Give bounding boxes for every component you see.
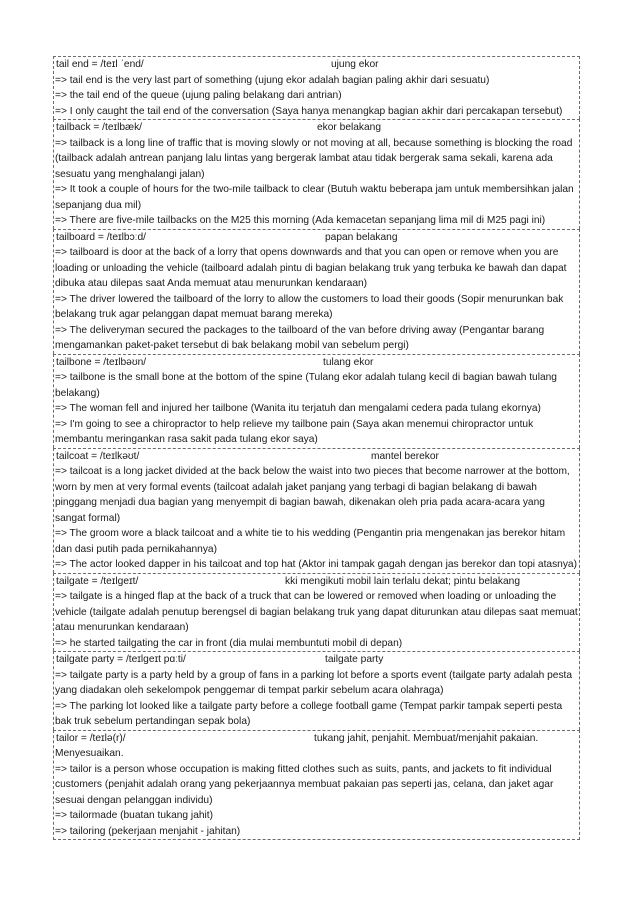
entry-header bbox=[55, 355, 578, 371]
entry-meaning: ujung ekor bbox=[331, 59, 379, 70]
entry-meaning: kki mengikuti mobil lain terlalu dekat; pintu belakang bbox=[285, 575, 521, 587]
entry-tailbone bbox=[53, 354, 580, 448]
entry-term: tailback = /teɪlbæk/ bbox=[56, 122, 143, 133]
entry-line: => The woman fell and injured her tailbone (Wanita itu terjatuh dan mengalami cedera pada tulang ekornya) bbox=[55, 403, 541, 414]
glossary-list bbox=[53, 56, 580, 840]
entry-line: => tailcoat is a long jacket divided at the back below the waist into two pieces that become narrower at the bottom, worn by men at very formal events (tailcoat adalah jaket panjang yang terbagi di bagian belakang di bawah pinggang menjadi dua bagian yang menyempit di bagian bawah, dikenakan oleh pria pada acara-acara yang sangat formal) bbox=[55, 466, 570, 524]
entry-term: tailgate party = /teɪlgeɪt pɑːti/ bbox=[56, 654, 186, 665]
entry-line: => tailboard is door at the back of a lorry that opens downwards and that you can open or remove when you are loading or unloading the vehicle (tailboard adalah pintu di bagian belakang truk yang terbuka ke bawah dan dapat dibuka atau dilepas saat Anda memuat atau menurunkan kendaraan) bbox=[55, 247, 567, 289]
entry-line: => tailoring (pekerjaan menjahit - jahitan) bbox=[55, 825, 241, 837]
entry-tailor bbox=[53, 730, 580, 841]
entry-term: tailgate = /teɪlgeɪt/ bbox=[56, 575, 139, 587]
entry-tailboard bbox=[53, 229, 580, 354]
entry-line: => The parking lot looked like a tailgate party before a college football game (Tempat parkir tampak seperti pesta bak truk sebelum pertandingan sepak bola) bbox=[55, 700, 563, 727]
entry-tailback bbox=[53, 119, 580, 229]
entry-line: => tailbone is the small bone at the bottom of the spine (Tulang ekor adalah tulang kecil di bagian bawah tulang belakang) bbox=[55, 372, 557, 399]
entry-tailgate bbox=[53, 573, 580, 652]
entry-tailgate-party bbox=[53, 651, 580, 730]
entry-header bbox=[55, 57, 578, 73]
entry-meaning: tulang ekor bbox=[323, 356, 374, 368]
entry-line: => tail end is the very last part of something (ujung ekor adalah bagian paling akhir dari sesuatu) bbox=[55, 74, 490, 86]
entry-line: => tailor is a person whose occupation is making fitted clothes such as suits, pants, and jackets to fit individual customers (penjahit adalah orang yang pekerjaannya membuat pakaian pas seperti jas, celana, dan jaket agar sesuai dengan pelanggan individu) bbox=[55, 763, 554, 806]
entry-header bbox=[55, 120, 578, 136]
entry-line: => The deliveryman secured the packages to the tailboard of the van before driving away (Pengantar barang mengamankan paket-paket tersebut di bak belakang mobil van sebelum pergi) bbox=[55, 324, 545, 351]
entry-line: => I only caught the tail end of the conversation (Saya hanya menangkap bagian akhir dari percakapan tersebut) bbox=[55, 105, 563, 117]
entry-line: => the tail end of the queue (ujung paling belakang dari antrian) bbox=[55, 90, 342, 101]
entry-term: tailcoat = /teɪlkəʊt/ bbox=[56, 450, 140, 462]
entry-term: tailbone = /teɪlbəʊn/ bbox=[56, 356, 147, 368]
entry-meaning: papan belakang bbox=[325, 231, 398, 243]
entry-meaning: ekor belakang bbox=[317, 122, 382, 133]
entry-line: => There are five-mile tailbacks on the M25 this morning (Ada kemacetan sepanjang lima mil di M25 pagi ini) bbox=[55, 215, 546, 226]
entry-meaning: tukang jahit, penjahit. Membuat/menjahit pakaian. Menyesuaikan. bbox=[55, 732, 539, 759]
entry-meaning: tailgate party bbox=[325, 654, 384, 665]
entry-line: => The driver lowered the tailboard of the lorry to allow the customers to load their goods (Sopir menurunkan bak belakang truk agar pelanggan dapat memuat barang mereka) bbox=[55, 293, 564, 320]
entry-term: tail end = /teɪl ˈend/ bbox=[56, 59, 144, 70]
entry-line: => The groom wore a black tailcoat and a white tie to his wedding (Pengantin pria mengenakan jas berekor hitam dan dasi putih pada pernikahannya) bbox=[55, 528, 566, 555]
entry-term: tailboard = /teɪlbɔːd/ bbox=[56, 231, 146, 243]
entry-header bbox=[55, 449, 578, 465]
entry-header bbox=[55, 230, 578, 246]
entry-line: => The actor looked dapper in his tailcoat and top hat (Aktor ini tampak gagah dengan jas berekor dan topi atasnya) bbox=[55, 559, 577, 570]
entry-header bbox=[55, 574, 578, 590]
entry-meaning: mantel berekor bbox=[371, 450, 439, 462]
entry-tail-end bbox=[53, 56, 580, 119]
entry-header bbox=[55, 731, 578, 762]
entry-line: => tailgate party is a party held by a group of fans in a parking lot before a sports event (tailgate party adalah pesta yang diadakan oleh sekelompok penggemar di tempat parkir sebelum acara olahraga) bbox=[55, 669, 573, 696]
entry-line: => It took a couple of hours for the two-mile tailback to clear (Butuh waktu beberapa jam untuk membersihkan jalan sepanjang dua mil) bbox=[55, 184, 574, 211]
entry-line: => he started tailgating the car in front (dia mulai membuntuti mobil di depan) bbox=[55, 637, 403, 649]
entry-term: tailor = /teɪlə(r)/ bbox=[56, 732, 126, 744]
entry-header bbox=[55, 652, 578, 668]
entry-tailcoat bbox=[53, 448, 580, 573]
entry-line: => tailormade (buatan tukang jahit) bbox=[55, 810, 214, 821]
entry-line: => tailgate is a hinged flap at the back of a truck that can be lowered or removed when loading or unloading the vehicle (tailgate adalah penutup berengsel di bagian belakang truk yang dapat diturunkan atau dilepas saat memuat atau menurunkan kendaraan) bbox=[55, 591, 578, 633]
entry-line: => tailback is a long line of traffic that is moving slowly or not moving at all, because something is blocking the road (tailback adalah antrean panjang lalu lintas yang bergerak lambat atau tidak bergerak sama sekali, karena ada sesuatu yang menghalangi jalan) bbox=[55, 137, 573, 180]
entry-line: => I'm going to see a chiropractor to help relieve my tailbone pain (Saya akan menemui chiropractor untuk membantu meringankan rasa sakit pada tulang ekor saya) bbox=[55, 418, 534, 445]
